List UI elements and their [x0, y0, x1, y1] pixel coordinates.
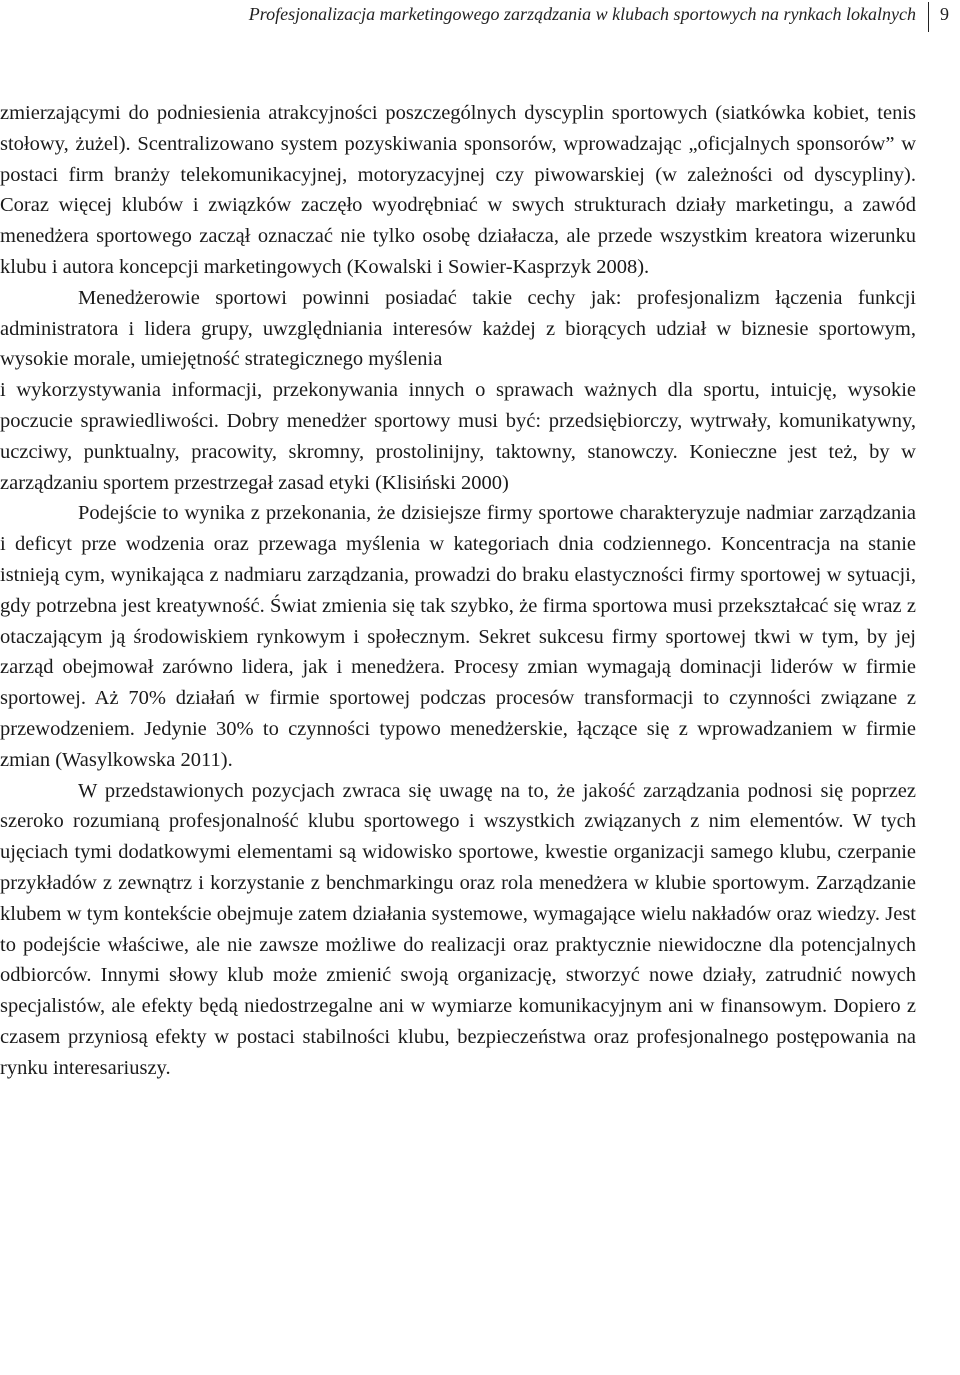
page-number: 9: [940, 4, 949, 24]
header-divider: [928, 2, 929, 32]
paragraph-continuation: zmierzającymi do podniesienia atrakcyjności poszczególnych dyscyplin sportowych (siatkówka kobiet, tenis stołowy, żużel). Scentralizowano system pozyskiwania sponsorów, wprowadzając „oficjalnych sponsorów” w postaci firm branży telekomunikacyjnej, motoryzacyjnej czy piwowarskiej (w zależności od dyscypliny). Coraz więcej klubów i związków zaczęło wyodrębniać w swych strukturach działy marketingu, a zawód menedżera sportowego zaczął oznaczać nie tylko osobę działacza, ale przede wszystkim kreatora wizerunku klubu i autora koncepcji marketingowych (Kowalski i Sowier-Kasprzyk 2008).: [0, 102, 916, 278]
paragraph-professionalism: W przedstawionych pozycjach zwraca się uwagę na to, że jakość zarządzania podnosi się poprzez szeroko rozumianą profesjonalność klubu sportowego i wszystkich związanych z nim elementów. W tych ujęciach tymi dodatkowymi elementami są widowisko sportowe, kwestie organizacji samego klubu, czerpanie przykładów z zewnątrz i korzystanie z benchmarkingu oraz rola menedżera w klubie sportowym. Zarządzanie klubem w tym kontekście obejmuje zatem działania systemowe, wymagające wielu nakładów oraz wiedzy. Jest to podejście właściwe, ale nie zawsze możliwe do realizacji oraz praktycznie niewidoczne dla potencjalnych odbiorców. Innymi słowy klub może zmienić swoją organizację, stworzyć nowe działy, zatrudnić nowych specjalistów, ale efekty będą niedostrzegalne ani w wymiarze komunikacyjnym ani w finansowym. Dopiero z czasem przyniosą efekty w postaci stabilności klubu, bezpieczeństwa oraz profesjonalnego postępowania na rynku interesariuszy.: [0, 779, 916, 1079]
paragraph-leadership: Podejście to wynika z przekonania, że dzisiejsze firmy sportowe charakteryzuje nadmiar zarządzania i deficyt prze wodzenia oraz przewaga myślenia w kategoriach dnia codziennego. Koncentracja na stanie istnieją cym, wynikająca z nadmiaru zarządzania, prowadzi do braku elastyczności firmy sportowej w sytuacji, gdy potrzebna jest kreatywność. Świat zmienia się tak szybko, że firma sportowa musi przekształcać się wraz z otaczającym ją środowiskiem rynkowym i społecznym. Sekret sukcesu firmy sportowej tkwi w tym, by jej zarząd obejmował zarówno lidera, jak i menedżera. Procesy zmian wymagają dominacji liderów w firmie sportowej. Aż 70% działań w firmie sportowej podczas procesów transformacji to czynności związane z przewodzeniem. Jedynie 30% to czynności typowo menedżerskie, łączące się z wprowadzaniem w firmie zmian (Wasylkowska 2011).: [0, 502, 916, 771]
paragraph-manager-traits-continued: i wykorzystywania informacji, przekonywania innych o sprawach ważnych dla sportu, intuicję, wysokie poczucie sprawiedliwości. Dobry menedżer sportowy musi być: przedsiębiorczy, wytrwały, komunikatywny, uczciwy, punktualny, pracowity, skromny, prostolinijny, taktowny, stanowczy. Konieczne jest też, by w zarządzaniu sportem przestrzegał zasad etyki (Klisiński 2000): [0, 379, 916, 494]
running-title: Profesjonalizacja marketingowego zarządzania w klubach sportowych na rynkach lokalnych: [248, 4, 916, 24]
paragraph-manager-traits: Menedżerowie sportowi powinni posiadać takie cechy jak: profesjonalizm łączenia funkcji administratora i lidera grupy, uwzględniania interesów każdej z biorących udział w biznesie sportowym, wysokie morale, umiejętność strategicznego myślenia: [0, 286, 916, 371]
running-header: [0, 0, 960, 34]
body-text: [0, 98, 916, 1084]
